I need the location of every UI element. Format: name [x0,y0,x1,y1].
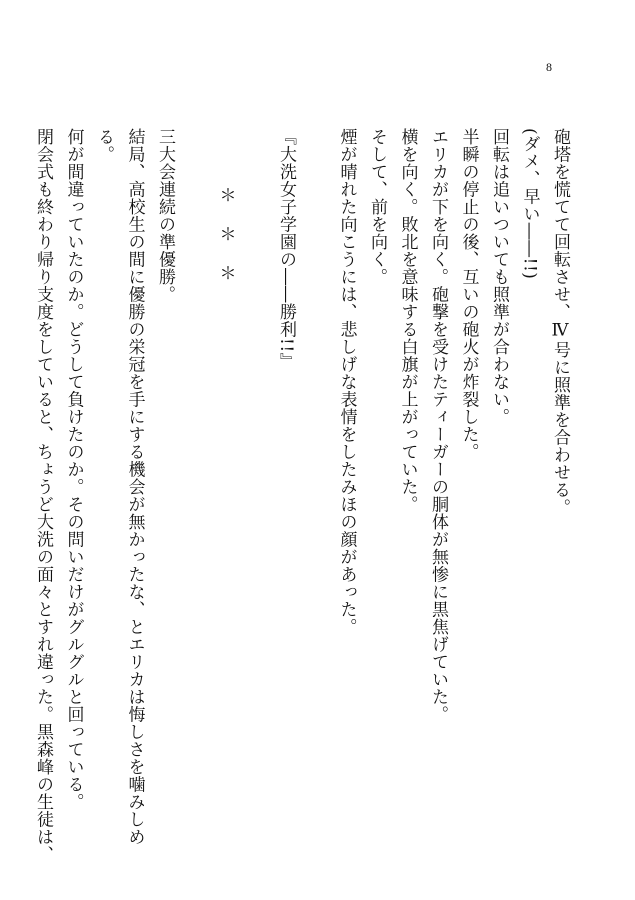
blank-line [241,128,271,848]
text-line: 何が間違っていたのか。どうして負けたのか。その問いだけがグルグルと回っている。 [63,128,84,811]
text-line: 三大会連続の準優勝。 [155,128,175,303]
announcement-line: 『大洗女子学園の――勝利!!』 [276,128,296,371]
text-line: エリカが下を向く。砲撃を受けたティーガーの胴体が無惨に黒焦げていた。 [428,128,448,723]
text-line: 回転は追いついても照準が合わない。 [489,128,509,426]
page-number: 8 [546,60,552,74]
vertical-text-body [33,128,575,863]
text-line: 結局、高校生の間に優勝の栄冠を手にする機会が無かったな、とエリカは悔しさを噛みしめ [124,128,145,846]
scene-break: ＊＊＊ [215,186,236,303]
text-line: 閉会式も終わり帰り支度をしていると、ちょうど大洗の面々とすれ違った。黒森峰の生徒は、 [33,128,53,863]
blank-line [301,128,331,848]
text-line: 砲塔を慌てて回転させ、Ⅳ号に照準を合わせる。 [550,128,570,516]
text-line: 横を向く。敗北を意味する白旗が上がっていた。 [397,128,418,513]
text-line: る。 [94,128,114,163]
text-line: 半瞬の停止の後、互いの砲火が炸裂した。 [458,128,479,461]
text-line: そして、前を向く。 [367,128,387,286]
blank-line [180,128,210,848]
text-line: 煙が晴れた向こうには、悲しげな表情をしたみほの顔があった。 [336,128,357,636]
text-line: (ダメ、早い――!!) [519,128,540,280]
